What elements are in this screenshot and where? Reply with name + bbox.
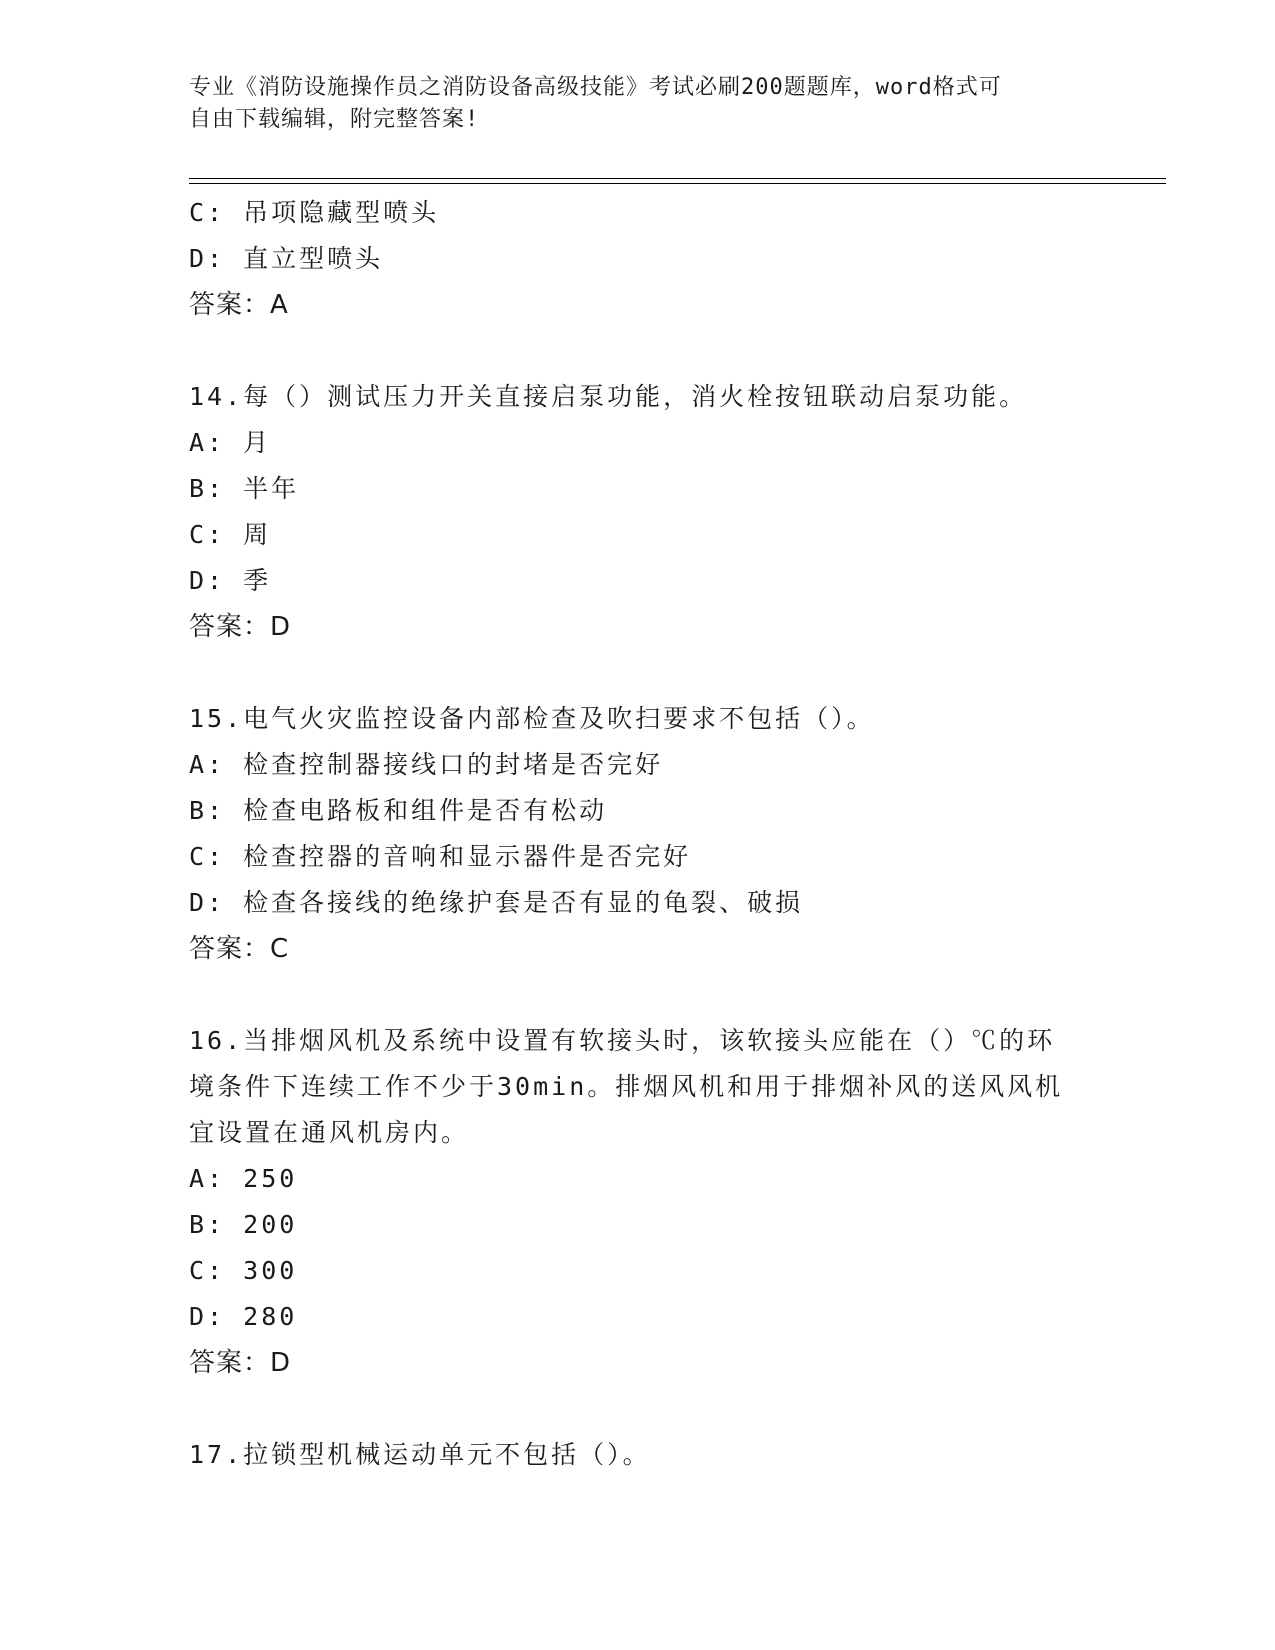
document-header bbox=[189, 72, 1089, 136]
option-a: A: 月 bbox=[189, 428, 272, 457]
header-line-1: 专业《消防设施操作员之消防设备高级技能》考试必刷200题题库，word格式可 bbox=[189, 75, 1002, 100]
question-stem: 17.拉锁型机械运动单元不包括（）。 bbox=[189, 1440, 651, 1469]
option-c: C: 吊项隐藏型喷头 bbox=[189, 198, 440, 227]
spacer bbox=[189, 650, 1119, 696]
header-line-2: 自由下载编辑，附完整答案! bbox=[189, 107, 480, 132]
option-d: D: 直立型喷头 bbox=[189, 244, 384, 273]
option-c: C: 检查控器的音响和显示器件是否完好 bbox=[189, 842, 692, 871]
header-divider-bottom bbox=[189, 183, 1166, 184]
answer-label: 答案：D bbox=[189, 1348, 292, 1378]
header-divider-top bbox=[189, 178, 1166, 179]
question-stem: 14.每（）测试压力开关直接启泵功能，消火栓按钮联动启泵功能。 bbox=[189, 382, 1028, 411]
question-13-continued bbox=[189, 190, 1119, 328]
option-d: D: 检查各接线的绝缘护套是否有显的龟裂、破损 bbox=[189, 888, 804, 917]
option-b: B: 200 bbox=[189, 1210, 298, 1239]
spacer bbox=[189, 1386, 1119, 1432]
option-a: A: 检查控制器接线口的封堵是否完好 bbox=[189, 750, 664, 779]
answer-label: 答案：D bbox=[189, 612, 292, 642]
question-15 bbox=[189, 696, 1119, 972]
question-list bbox=[189, 190, 1119, 1478]
answer-label: 答案：A bbox=[189, 290, 289, 320]
option-b: B: 半年 bbox=[189, 474, 300, 503]
answer-label: 答案：C bbox=[189, 934, 290, 964]
option-c: C: 300 bbox=[189, 1256, 298, 1285]
question-stem-line-1: 16.当排烟风机及系统中设置有软接头时，该软接头应能在（）℃的环 bbox=[189, 1026, 1056, 1055]
option-c: C: 周 bbox=[189, 520, 272, 549]
question-stem-line-2: 境条件下连续工作不少于30min。排烟风机和用于排烟补风的送风风机 bbox=[189, 1072, 1064, 1101]
spacer bbox=[189, 328, 1119, 374]
option-a: A: 250 bbox=[189, 1164, 298, 1193]
question-stem-line-3: 宜设置在通风机房内。 bbox=[189, 1118, 470, 1147]
option-d: D: 280 bbox=[189, 1302, 298, 1331]
question-16 bbox=[189, 1018, 1119, 1386]
option-d: D: 季 bbox=[189, 566, 272, 595]
option-b: B: 检查电路板和组件是否有松动 bbox=[189, 796, 608, 825]
question-14 bbox=[189, 374, 1119, 650]
spacer bbox=[189, 972, 1119, 1018]
question-17 bbox=[189, 1432, 1119, 1478]
question-stem: 15.电气火灾监控设备内部检查及吹扫要求不包括（）。 bbox=[189, 704, 875, 733]
